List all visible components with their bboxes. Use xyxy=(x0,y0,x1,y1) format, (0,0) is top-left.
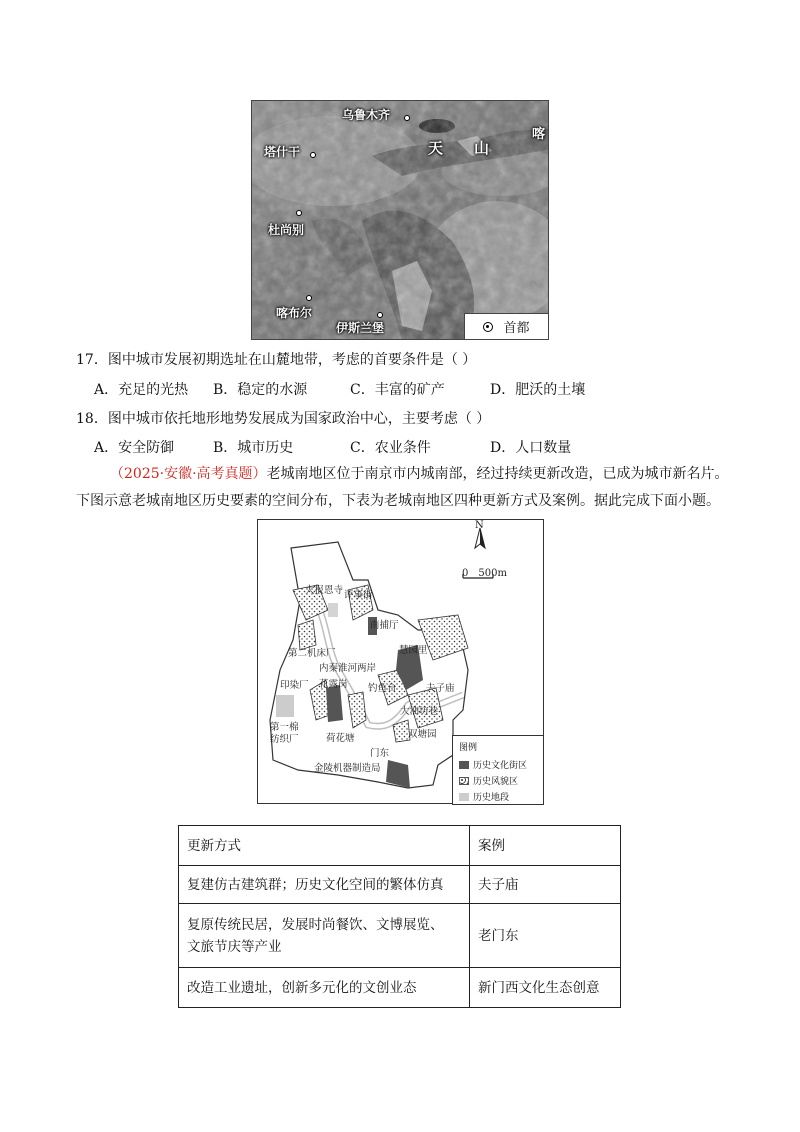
q17-option-a[interactable]: A．充足的光热 xyxy=(94,382,189,398)
tashkent-capital-marker xyxy=(310,152,316,158)
table-row xyxy=(179,866,621,904)
swatch-dark xyxy=(459,761,469,769)
q18-option-c[interactable]: C．农业条件 xyxy=(350,440,431,456)
label-yinranchang: 印染厂 xyxy=(280,680,309,691)
label-shuangtangyuan: 双塘园 xyxy=(408,729,437,740)
question-18: 18．图中城市依托地形地势发展成为国家政治中心，主要考虑（ ） xyxy=(76,411,491,427)
label-ke: 喀 xyxy=(532,127,546,142)
row3-method: 改造工业遗址，创新多元化的文创业态 xyxy=(179,968,470,1008)
source-tag: （2025·安徽·高考真题） xyxy=(110,466,267,482)
label-pingshi: 评事街 xyxy=(344,590,373,601)
row2-case: 老门东 xyxy=(470,904,621,968)
label-fuzimiao: 夫子庙 xyxy=(426,683,455,694)
label-dushanbe: 杜尚别 xyxy=(268,223,305,237)
label-diyi-mianfang: 第一棉纺织厂 xyxy=(270,722,299,745)
label-qinhuai: 内秦淮河两岸 xyxy=(319,663,377,674)
q17-option-d[interactable]: D．肥沃的土壤 xyxy=(490,382,586,398)
table-row xyxy=(179,904,621,968)
row2-method-line2: 文旅节庆等产业 xyxy=(187,938,282,955)
islamabad-capital-marker xyxy=(377,312,383,318)
map2-legend xyxy=(452,735,544,805)
map-legend xyxy=(464,313,548,339)
north-indicator: N xyxy=(475,520,484,531)
label-jinling-jiqi: 金陵机器制造局 xyxy=(314,763,381,774)
question-17: 17．图中城市发展初期选址在山麓地带，考虑的首要条件是（ ） xyxy=(76,352,477,368)
swatch-light xyxy=(459,793,469,801)
legend-row-cultural-block xyxy=(459,758,527,771)
dushanbe-capital-marker xyxy=(296,210,302,216)
label-dayoufang: 大油坊巷 xyxy=(400,706,439,717)
row3-case: 新门西文化生态创意 xyxy=(470,968,621,1008)
table-header-row xyxy=(179,826,621,866)
capital-icon xyxy=(483,322,493,332)
row2-method xyxy=(179,904,470,968)
row1-method: 复建仿古建筑群；历史文化空间的繁体仿真 xyxy=(179,866,470,904)
legend-capital-label: 首都 xyxy=(503,321,530,336)
label-mendong: 门东 xyxy=(370,748,390,759)
q18-option-b[interactable]: B．城市历史 xyxy=(213,440,294,456)
legend-row-historic-site xyxy=(459,790,509,803)
label-hualugang: 花露岗 xyxy=(319,679,348,690)
label-huiyuanli: 慧园里 xyxy=(399,645,428,656)
label-urumqi: 乌鲁木齐 xyxy=(342,108,391,122)
passage-line-1 xyxy=(110,463,729,485)
q17-option-c[interactable]: C．丰富的矿产 xyxy=(350,382,445,398)
label-diaoyutai: 钓鱼台 xyxy=(368,683,397,694)
q18-option-d[interactable]: D．人口数量 xyxy=(490,440,572,456)
label-tashkent: 塔什干 xyxy=(264,145,301,159)
label-dabaoen: 大报恩寺 xyxy=(305,585,344,596)
label-kabul: 喀布尔 xyxy=(276,306,313,320)
legend-label-cultural-block: 历史文化街区 xyxy=(473,761,528,771)
q18-option-a[interactable]: A．安全防御 xyxy=(94,440,175,456)
table-row xyxy=(179,968,621,1008)
label-islamabad: 伊斯兰堡 xyxy=(336,321,385,335)
legend-label-historic-site: 历史地段 xyxy=(473,793,510,803)
renewal-methods-table xyxy=(178,825,621,1008)
passage-text-1: 老城南地区位于南京市内城南部，经过持续更新改造，已成为城市新名片。 xyxy=(266,466,729,482)
central-asia-relief-map xyxy=(251,100,549,340)
legend-label-scenic-area: 历史风貌区 xyxy=(473,777,519,787)
legend-row-scenic-area xyxy=(459,774,518,787)
row2-method-line1: 复原传统民居，发展时尚餐饮、文博展览、 xyxy=(187,916,444,933)
label-nanbuting: 南捕厅 xyxy=(370,620,399,631)
urumqi-capital-marker xyxy=(404,115,410,121)
label-dier-jichuang: 第二机床厂 xyxy=(288,648,336,659)
row1-case: 夫子庙 xyxy=(470,866,621,904)
kabul-capital-marker xyxy=(306,295,312,301)
swatch-dotted xyxy=(459,777,469,785)
header-case: 案例 xyxy=(470,826,621,866)
label-hehuatang: 荷花塘 xyxy=(326,733,355,744)
passage-line-2: 下图示意老城南地区历史要素的空间分布，下表为老城南地区四种更新方式及案例。据此完成下面小题。 xyxy=(76,493,720,509)
q17-option-b[interactable]: B．稳定的水源 xyxy=(213,382,308,398)
scale-bar-label: 0 500m xyxy=(462,568,507,579)
header-method: 更新方式 xyxy=(179,826,470,866)
label-tianshan: 天 山 xyxy=(428,139,498,157)
legend-title: 图例 xyxy=(459,743,478,753)
